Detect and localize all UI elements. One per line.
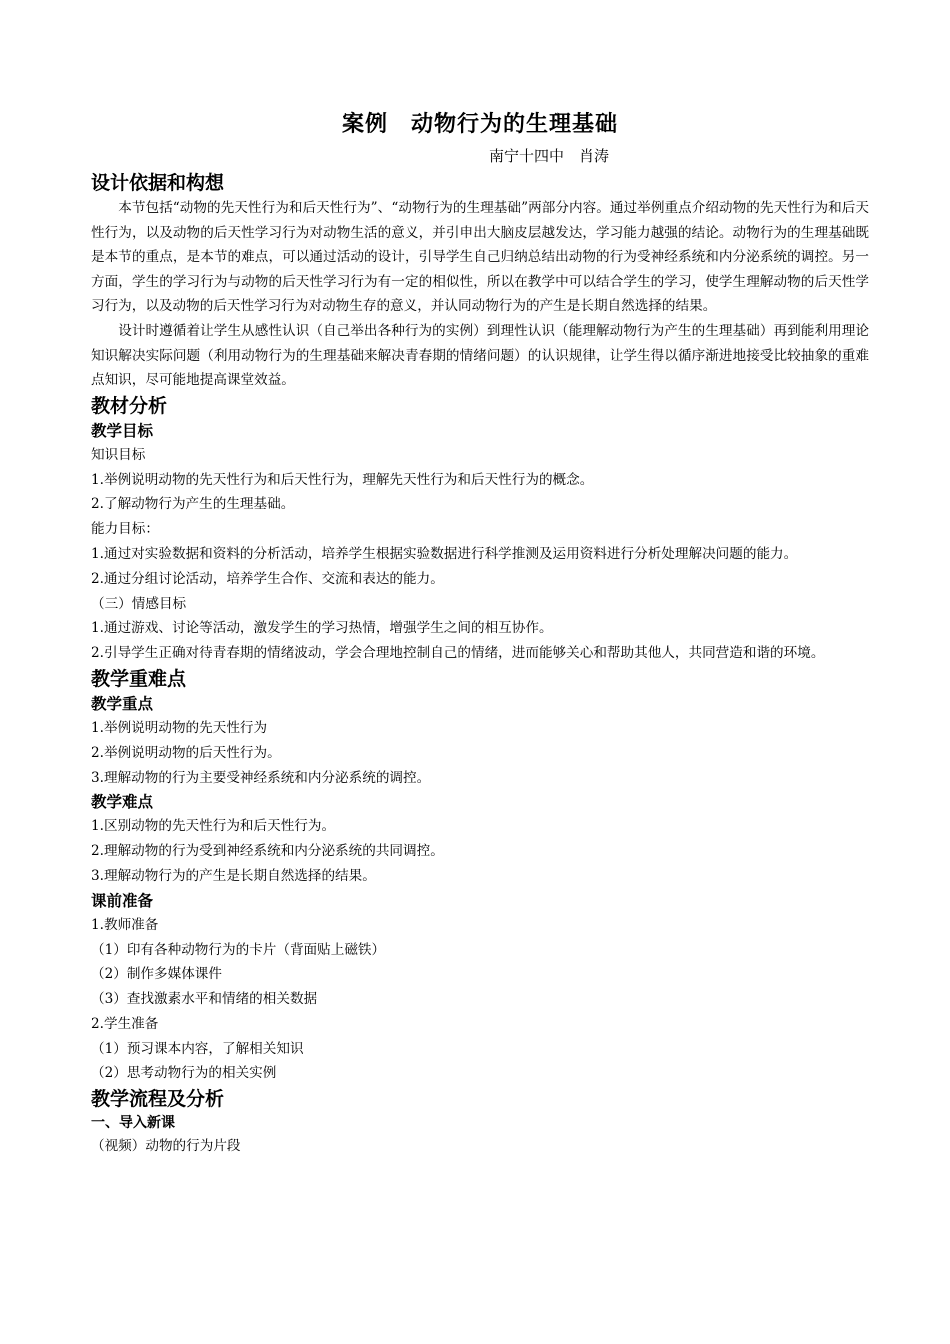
teacher-prep-item: （2）制作多媒体课件 [91,966,222,983]
student-prep-label: 2.学生准备 [91,1015,159,1032]
teacher-prep-item: （1）印有各种动物行为的卡片（背面贴上磁铁） [91,941,386,958]
ability-item: 1.通过对实验数据和资料的分析活动，培养学生根据实验数据进行科学推测及运用资料进行分析处理解决问题的能力。 [91,545,798,562]
student-prep-item: （2）思考动物行为的相关实例 [91,1065,277,1082]
document-page [91,108,869,1159]
ability-item: 2.通过分组讨论活动，培养学生合作、交流和表达的能力。 [91,570,444,587]
focus-item: 1.举例说明动物的先天性行为 [91,719,268,736]
emotion-item: 2.引导学生正确对待青春期的情绪波动，学会合理地控制自己的情绪，进而能够关心和帮助其他人，共同营造和谐的环境。 [91,645,825,662]
section-heading-keypoints: 教学重难点 [91,667,187,690]
ability-label: 能力目标： [91,521,159,538]
focus-item: 2.举例说明动物的后天性行为。 [91,744,281,761]
difficulty-item: 1.区别动物的先天性行为和后天性行为。 [91,818,336,835]
author-line: 南宁十四中 肖涛 [489,147,610,165]
knowledge-item: 1.举例说明动物的先天性行为和后天性行为，理解先天性行为和后天性行为的概念。 [91,471,594,488]
document-title: 案例 动物行为的生理基础 [341,112,618,137]
emotion-label: （三）情感目标 [91,595,187,612]
subheading-prep: 课前准备 [91,891,154,910]
design-paragraph-1: 本节包括“动物的先天性行为和后天性行为”、“动物行为的生理基础”两部分内容。通过举例重点介绍动物的先天性行为和后天性行为，以及动物的后天性学习行为对动物生活的意义，并引申出大脑皮层越发达，学习能力越强的结论。动物行为的生理基础既是本节的重点，是本节的难点，可以通过活动的设计，引导学生自己归纳总结出动物的行为受神经系统和内分泌系统的调控。另一方面，学生的学习行为与动物的后天性学习行为有一定的相似性，所以在教学中可以结合学生的学习，使学生理解动物的后天性学习行为，以及动物的后天性学习行为对动物生存的意义，并认同动物行为的产生是长期自然选择的结果。 [91,200,869,315]
section-heading-analysis: 教材分析 [91,394,168,417]
section-heading-flow: 教学流程及分析 [91,1088,225,1111]
difficulty-item: 2.理解动物的行为受到神经系统和内分泌系统的共同调控。 [91,843,444,860]
knowledge-label: 知识目标 [91,446,146,463]
emotion-item: 1.通过游戏、讨论等活动，激发学生的学习热情，增强学生之间的相互协作。 [91,620,553,637]
knowledge-item: 2.了解动物行为产生的生理基础。 [91,496,295,513]
intro-line: （视频）动物的行为片段 [91,1138,241,1155]
subheading-goals: 教学目标 [91,421,154,440]
subheading-difficulty: 教学难点 [91,793,154,812]
focus-item: 3.理解动物的行为主要受神经系统和内分泌系统的调控。 [91,769,431,786]
teacher-prep-label: 1.教师准备 [91,916,159,933]
difficulty-item: 3.理解动物行为的产生是长期自然选择的结果。 [91,867,376,884]
student-prep-item: （1）预习课本内容，了解相关知识 [91,1040,304,1057]
subheading-intro: 一、导入新课 [91,1115,175,1132]
design-paragraph-2: 设计时遵循着让学生从感性认识（自己举出各种行为的实例）到理性认识（能理解动物行为产生的生理基础）再到能利用理论知识解决实际问题（利用动物行为的生理基础来解决青春期的情绪问题）的认识规律，让学生得以循序渐进地接受比较抽象的重难点知识，尽可能地提高课堂效益。 [91,322,869,389]
teacher-prep-item: （3）查找激素水平和情绪的相关数据 [91,991,318,1008]
section-heading-design: 设计依据和构想 [91,172,225,194]
subheading-focus: 教学重点 [91,694,154,713]
